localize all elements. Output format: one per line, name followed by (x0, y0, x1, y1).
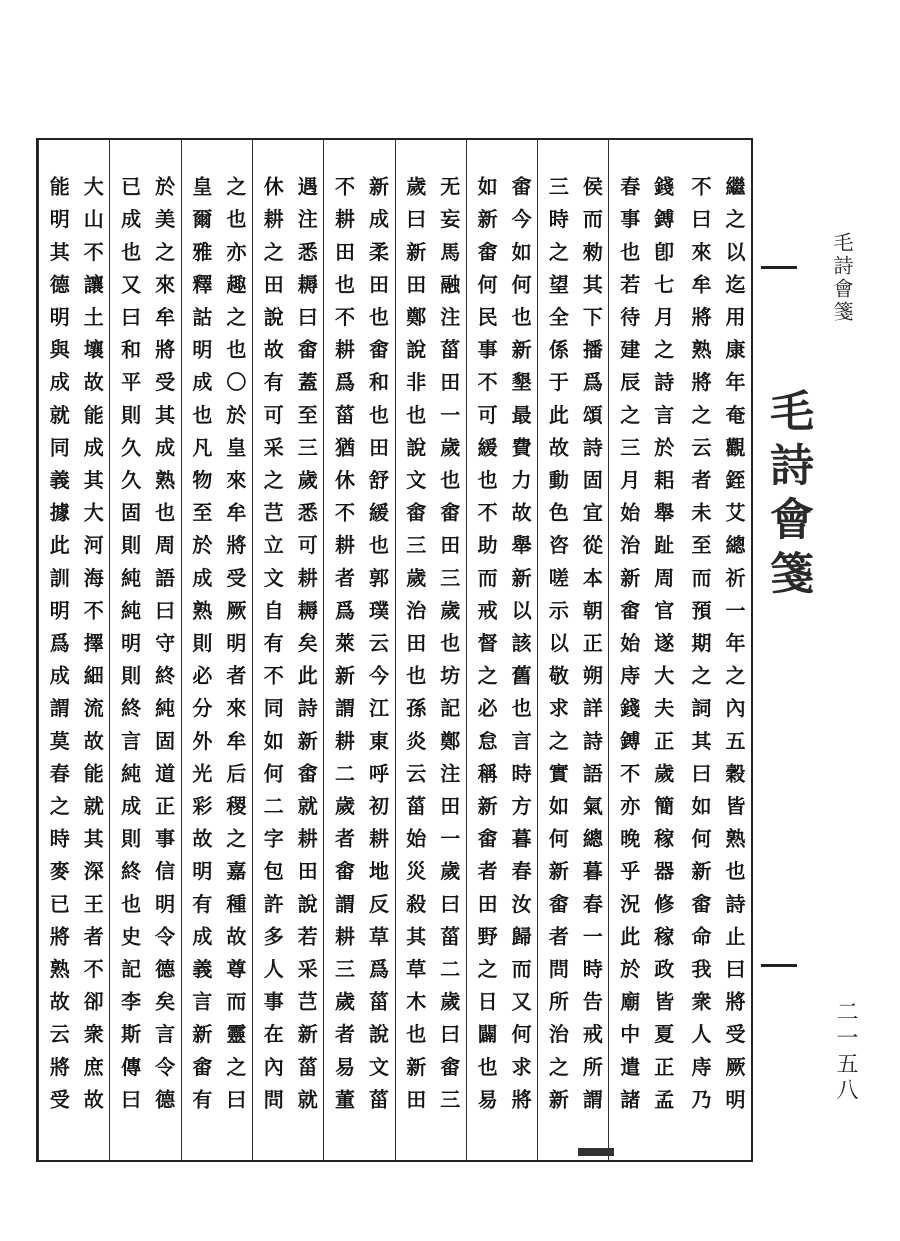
column-text (680, 176, 751, 1121)
column-line: 之也亦趣之也〇於皇來牟將受厥明者來牟后稷之嘉種故尊而靈之曰 (222, 176, 247, 1122)
text-column (608, 140, 679, 1160)
column-line: 能明其德明與成就同義據此訓明爲成謂莫春之時麥已將熟故云將受 (46, 176, 71, 1122)
column-line: 三時之望全係于此故動色咨嗟示以敬求之實如何新畬者問所治之新 (545, 176, 570, 1122)
fold-title: 毛詩會箋 (762, 388, 813, 604)
column-text (110, 176, 180, 1121)
column-line: 春事也若待建辰之三月始治新畬始庤錢鎛不亦晚乎況此於廟中遣諸 (616, 176, 641, 1122)
column-line: 繼之以迄用康年奄觀銍艾總祈一年之內五穀皆熟也詩止曰將受厥明 (721, 176, 746, 1122)
column-line: 皇爾雅釋詁明成也凡物至於成熟則必分外光彩故明有成義言新畬有 (188, 176, 213, 1122)
text-column (680, 140, 751, 1160)
text-column (466, 140, 537, 1160)
column-text (467, 176, 537, 1121)
text-column (109, 140, 180, 1160)
page-number: 二一五八 (833, 1000, 858, 1104)
fold-strip (751, 138, 813, 1162)
text-column (252, 140, 323, 1160)
text-column (38, 140, 109, 1160)
column-text (182, 176, 252, 1121)
column-text (253, 176, 323, 1121)
text-column (395, 140, 466, 1160)
column-line: 无妄馬融注菑田一歲也畬田三歲也坊記鄭注田一歲曰菑二歲曰畬三 (436, 176, 461, 1122)
column-line: 如新畬何民事不可緩也不助而戒督之必怠稱新畬者田野之日闢也易 (474, 176, 499, 1122)
column-line: 已成也又曰和平則久久固則純純明則終言純成則終也史記李斯傳曰 (117, 176, 142, 1122)
column-text (538, 176, 608, 1121)
column-line: 遇注悉耨曰畬蓋至三歲悉可耕耨矣此詩新畬就耕田說若采芑新菑就 (294, 176, 319, 1122)
text-column (181, 140, 252, 1160)
fold-rule-top (761, 266, 797, 269)
column-line: 侯而勑其下播爲頌詩固宜從本朝正朔詳詩語氣總暮春一時告戒所謂 (579, 176, 604, 1122)
print-mark (578, 1148, 614, 1156)
text-frame (36, 138, 751, 1162)
running-head: 毛詩會箋 (830, 232, 854, 324)
fold-rule-bottom (761, 964, 797, 967)
column-line: 大山不讓土壤故能成其大河海不擇細流故能就其深王者不卻衆庶故 (80, 176, 105, 1122)
column-text (396, 176, 466, 1121)
column-line: 不耕田也不耕爲菑猶休不耕者爲萊新謂耕二歲者畬謂耕三歲者易董 (331, 176, 356, 1122)
column-line: 新成柔田也畬和也田舒緩也郭璞云今江東呼初耕地反草爲菑說文菑 (365, 176, 390, 1122)
text-column (537, 140, 608, 1160)
column-line: 於美之來牟將受其成熟也周語曰守終純固道正事信明令德矣言令德 (151, 176, 176, 1122)
column-text (39, 176, 109, 1121)
column-text (609, 176, 679, 1121)
column-line: 休耕之田說故有可采之芑立文自有不同如何二字包許多人事在內問 (260, 176, 285, 1122)
column-line: 不曰來牟將熟將之云者未至而預期之詞其曰如何新畬命我衆人庤乃 (687, 176, 712, 1122)
text-column (323, 140, 394, 1160)
column-text (324, 176, 394, 1121)
column-line: 歲曰新田鄭說非也說文畬三歲治田也孫炎云菑始災殺其草木也新田 (402, 176, 427, 1122)
column-line: 錢鎛卽七月之詩言於耜舉趾周官遂大夫正歲簡稼器修稼政皆夏正孟 (650, 176, 675, 1122)
column-line: 畬今如何也新墾最費力故舉新以該舊也言時方暮春汝歸而又何求將 (508, 176, 533, 1122)
